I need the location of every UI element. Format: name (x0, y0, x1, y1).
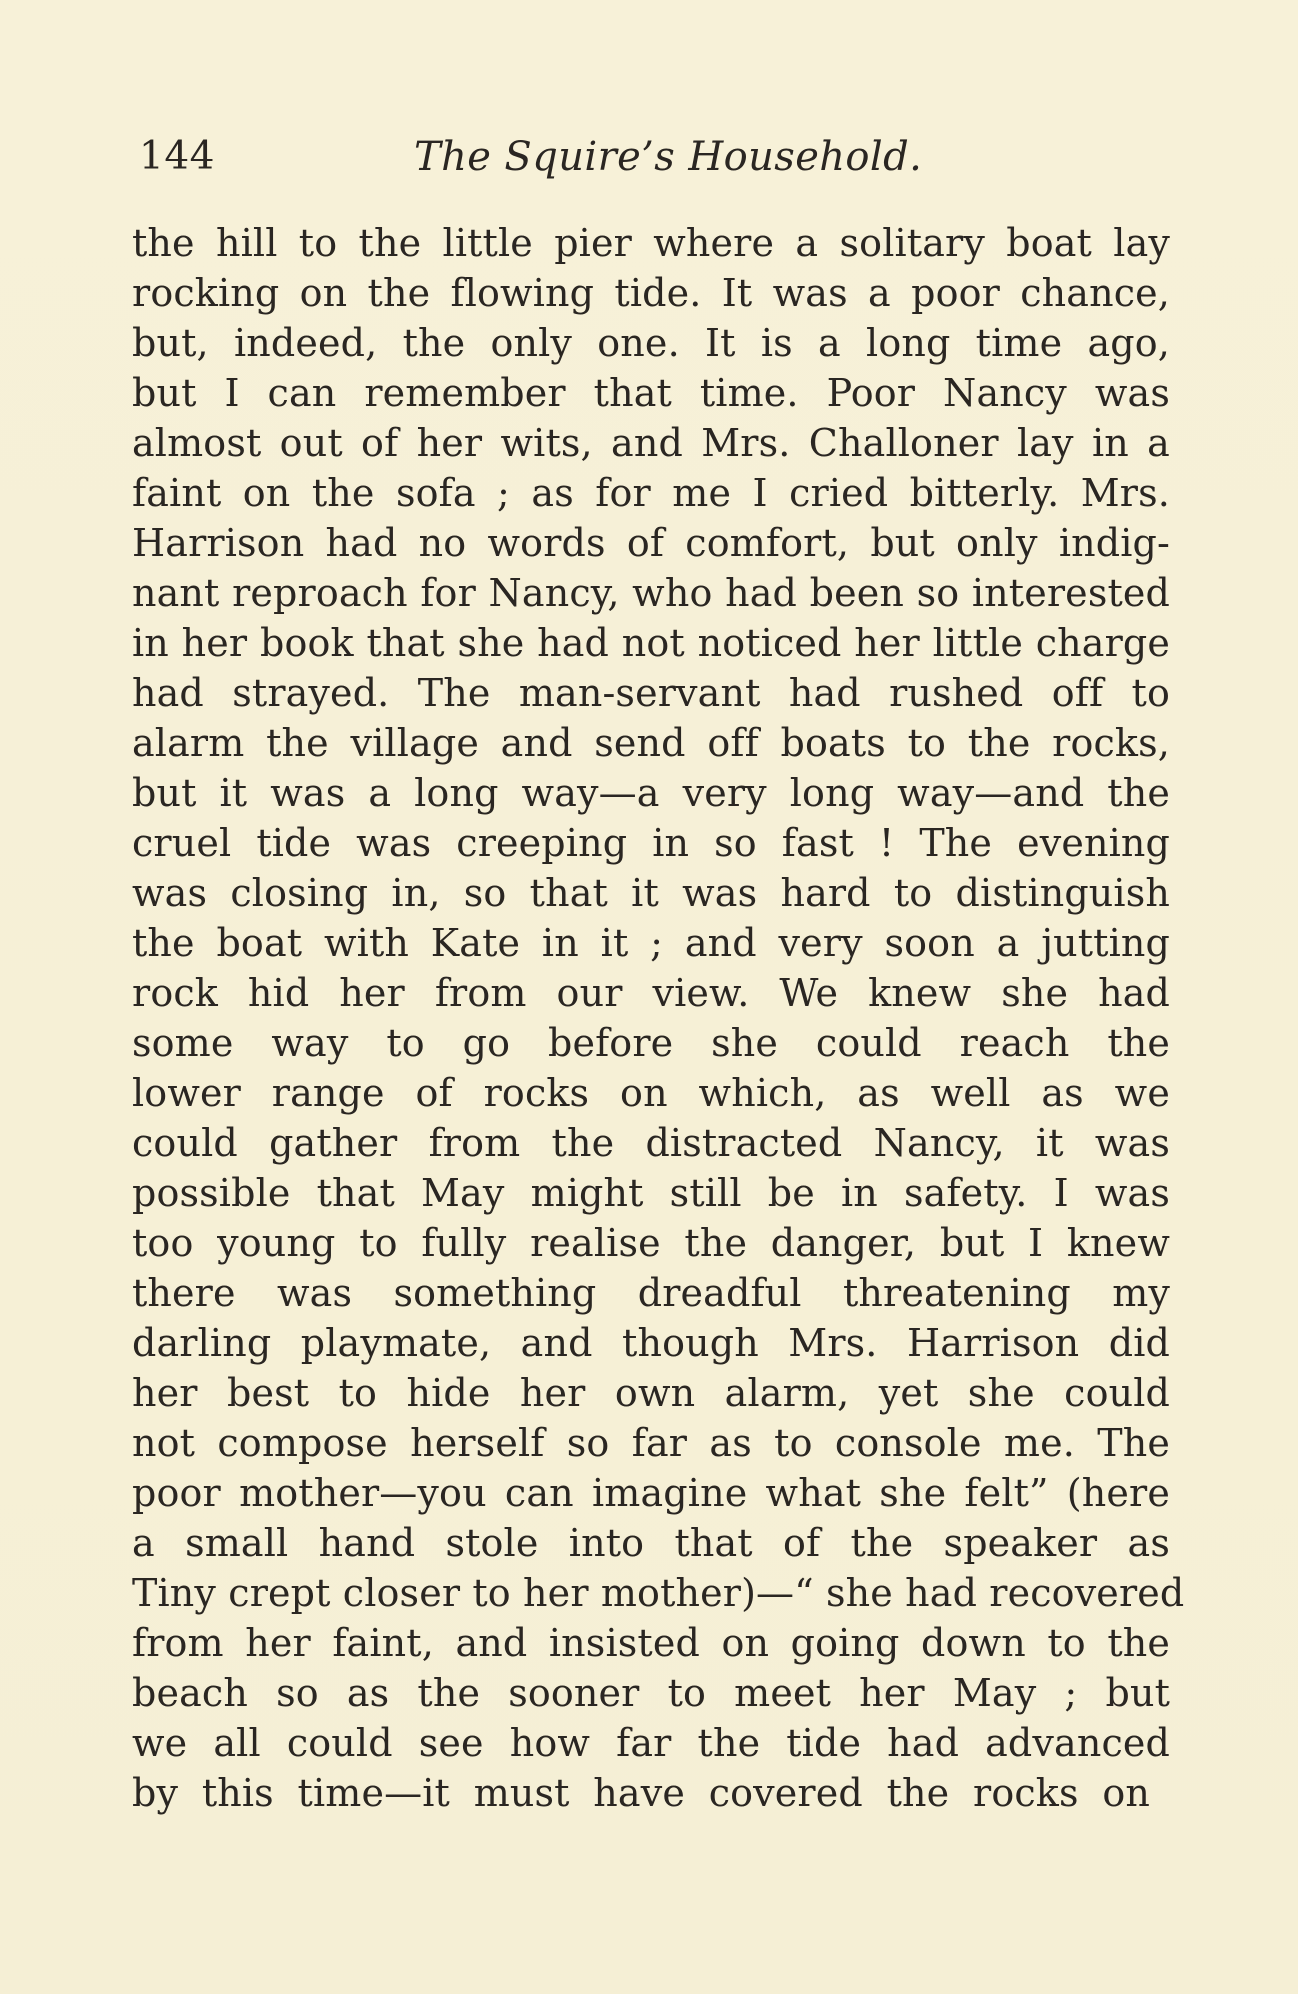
text-line-9: in her book that she had not noticed her little charge (132, 621, 1170, 665)
text-line-28: Tiny crept closer to her mother)—“ she had recovered (132, 1571, 1185, 1615)
text-line-12: but it was a long way—a very long way—and the (132, 771, 1170, 815)
text-line-31: we all could see how far the tide had advanced (132, 1721, 1170, 1765)
text-line-7: Harrison had no words of comfort, but only indig- (132, 521, 1170, 565)
text-line-21: too young to fully realise the danger, but I knew (132, 1221, 1170, 1265)
text-line-13: cruel tide was creeping in so fast ! The evening (132, 821, 1170, 865)
text-line-11: alarm the village and send off boats to the rocks, (132, 721, 1170, 765)
text-line-8: nant reproach for Nancy, who had been so interested (132, 571, 1170, 615)
text-line-25: not compose herself so far as to console me. The (132, 1421, 1170, 1465)
text-line-18: lower range of rocks on which, as well as we (132, 1071, 1170, 1115)
text-line-20: possible that May might still be in safety. I was (132, 1171, 1170, 1215)
text-line-23: darling playmate, and though Mrs. Harrison did (132, 1321, 1170, 1365)
text-line-27: a small hand stole into that of the speaker as (132, 1521, 1170, 1565)
text-line-14: was closing in, so that it was hard to distinguish (132, 871, 1170, 915)
text-line-32: by this time—it must have covered the rocks on (132, 1771, 1150, 1815)
page-number: 144 (139, 134, 215, 179)
text-line-17: some way to go before she could reach the (132, 1021, 1170, 1065)
text-line-3: but, indeed, the only one. It is a long time ago, (132, 321, 1170, 365)
text-line-29: from her faint, and insisted on going down to the (132, 1621, 1170, 1665)
running-head (139, 132, 1164, 182)
text-line-6: faint on the sofa ; as for me I cried bitterly. Mrs. (132, 471, 1170, 515)
text-line-19: could gather from the distracted Nancy, it was (132, 1121, 1170, 1165)
text-line-5: almost out of her wits, and Mrs. Challoner lay in a (132, 421, 1170, 465)
text-line-24: her best to hide her own alarm, yet she could (132, 1371, 1170, 1415)
book-title: The Squire’s Household. (414, 134, 923, 180)
text-line-15: the boat with Kate in it ; and very soon a jutting (132, 921, 1170, 965)
text-line-2: rocking on the flowing tide. It was a poor chance, (132, 271, 1170, 315)
text-line-1: the hill to the little pier where a solitary boat lay (132, 221, 1170, 265)
text-line-16: rock hid her from our view. We knew she had (132, 971, 1170, 1015)
text-line-26: poor mother—you can imagine what she felt” (here (132, 1471, 1170, 1515)
text-line-22: there was something dreadful threatening my (132, 1271, 1170, 1315)
text-line-10: had strayed. The man-servant had rushed off to (132, 671, 1170, 715)
text-line-4: but I can remember that time. Poor Nancy was (132, 371, 1170, 415)
text-line-30: beach so as the sooner to meet her May ; but (132, 1671, 1170, 1715)
